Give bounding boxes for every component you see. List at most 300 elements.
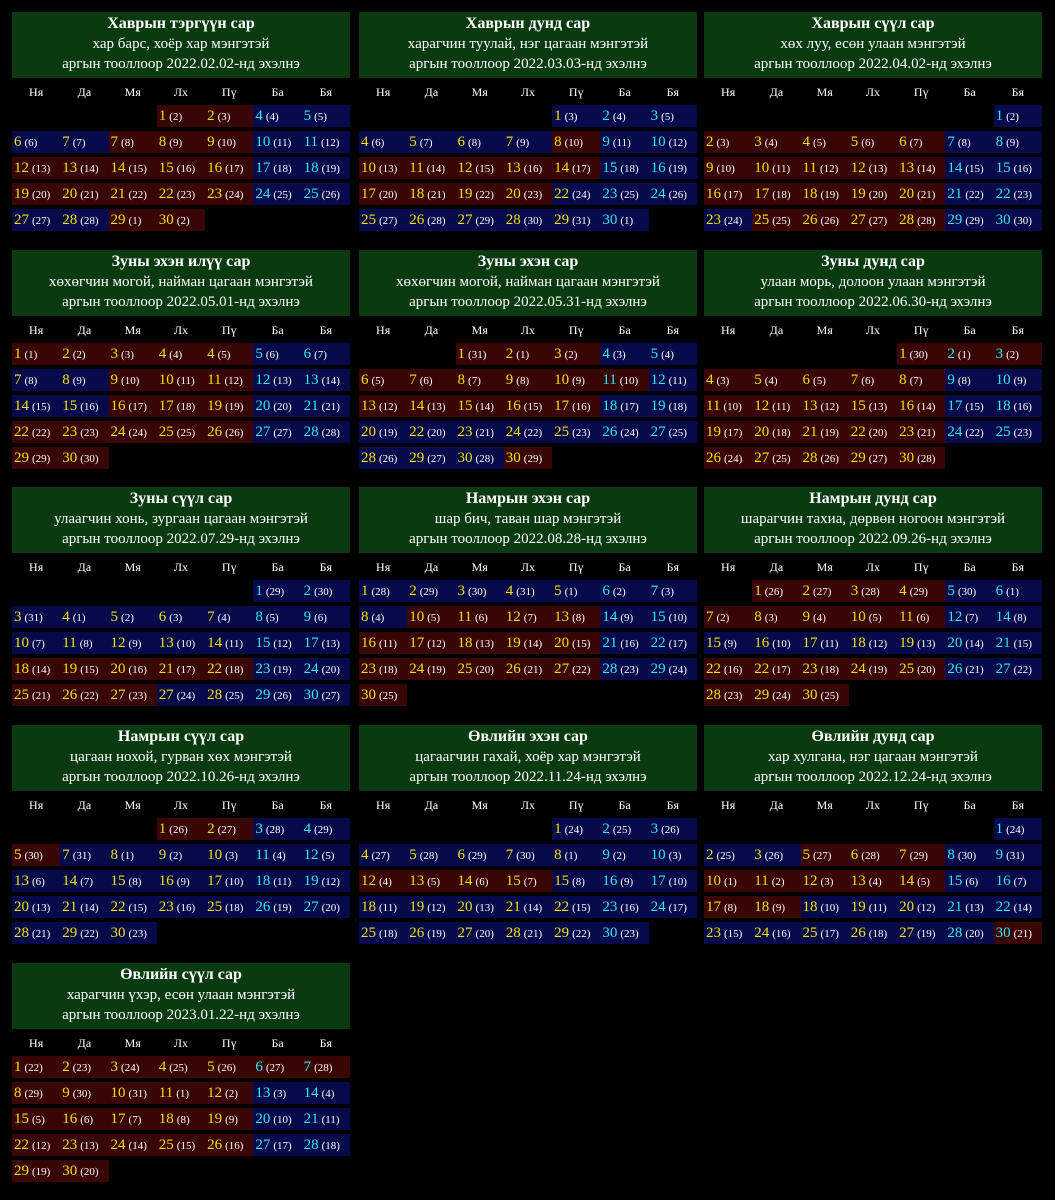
day-cell[interactable]: [504, 606, 552, 628]
day-cell[interactable]: [552, 844, 600, 866]
day-cell[interactable]: [359, 870, 407, 892]
day-cell[interactable]: [504, 209, 552, 231]
day-cell[interactable]: [205, 896, 253, 918]
day-cell[interactable]: [456, 870, 504, 892]
day-cell[interactable]: [994, 209, 1042, 231]
day-cell[interactable]: [994, 369, 1042, 391]
day-cell[interactable]: [897, 844, 945, 866]
day-cell[interactable]: [504, 844, 552, 866]
day-cell[interactable]: [205, 606, 253, 628]
day-cell[interactable]: [552, 157, 600, 179]
day-cell[interactable]: [253, 343, 301, 365]
day-cell[interactable]: [945, 209, 993, 231]
day-cell[interactable]: [897, 632, 945, 654]
day-cell[interactable]: [849, 395, 897, 417]
day-cell[interactable]: [456, 447, 504, 469]
day-cell[interactable]: [801, 131, 849, 153]
day-cell[interactable]: [945, 395, 993, 417]
day-cell[interactable]: [359, 395, 407, 417]
day-cell[interactable]: [752, 658, 800, 680]
day-cell[interactable]: [704, 658, 752, 680]
day-cell[interactable]: [407, 870, 455, 892]
day-cell[interactable]: [109, 1108, 157, 1130]
day-cell[interactable]: [302, 395, 350, 417]
day-cell[interactable]: [12, 343, 60, 365]
day-cell[interactable]: [407, 131, 455, 153]
day-cell[interactable]: [649, 632, 697, 654]
day-cell[interactable]: [253, 421, 301, 443]
day-cell[interactable]: [649, 818, 697, 840]
day-cell[interactable]: [359, 658, 407, 680]
day-cell[interactable]: [600, 209, 648, 231]
day-cell[interactable]: [600, 395, 648, 417]
day-cell[interactable]: [704, 157, 752, 179]
day-cell[interactable]: [60, 844, 108, 866]
day-cell[interactable]: [60, 632, 108, 654]
day-cell[interactable]: [752, 844, 800, 866]
day-cell[interactable]: [253, 818, 301, 840]
day-cell[interactable]: [704, 421, 752, 443]
day-cell[interactable]: [649, 131, 697, 153]
day-cell[interactable]: [649, 870, 697, 892]
day-cell[interactable]: [60, 157, 108, 179]
day-cell[interactable]: [60, 896, 108, 918]
day-cell[interactable]: [994, 395, 1042, 417]
day-cell[interactable]: [897, 157, 945, 179]
day-cell[interactable]: [359, 421, 407, 443]
day-cell[interactable]: [60, 1056, 108, 1078]
day-cell[interactable]: [109, 395, 157, 417]
day-cell[interactable]: [994, 844, 1042, 866]
day-cell[interactable]: [849, 157, 897, 179]
day-cell[interactable]: [504, 157, 552, 179]
day-cell[interactable]: [456, 632, 504, 654]
day-cell[interactable]: [552, 896, 600, 918]
day-cell[interactable]: [552, 395, 600, 417]
day-cell[interactable]: [945, 658, 993, 680]
day-cell[interactable]: [253, 1108, 301, 1130]
day-cell[interactable]: [407, 632, 455, 654]
day-cell[interactable]: [157, 632, 205, 654]
day-cell[interactable]: [994, 922, 1042, 944]
day-cell[interactable]: [600, 131, 648, 153]
day-cell[interactable]: [157, 157, 205, 179]
day-cell[interactable]: [205, 818, 253, 840]
day-cell[interactable]: [456, 209, 504, 231]
day-cell[interactable]: [60, 447, 108, 469]
day-cell[interactable]: [253, 844, 301, 866]
day-cell[interactable]: [157, 369, 205, 391]
day-cell[interactable]: [704, 844, 752, 866]
day-cell[interactable]: [407, 421, 455, 443]
day-cell[interactable]: [109, 369, 157, 391]
day-cell[interactable]: [752, 896, 800, 918]
day-cell[interactable]: [994, 183, 1042, 205]
day-cell[interactable]: [552, 922, 600, 944]
day-cell[interactable]: [205, 1056, 253, 1078]
day-cell[interactable]: [302, 632, 350, 654]
day-cell[interactable]: [253, 870, 301, 892]
day-cell[interactable]: [649, 183, 697, 205]
day-cell[interactable]: [504, 395, 552, 417]
day-cell[interactable]: [109, 209, 157, 231]
day-cell[interactable]: [994, 632, 1042, 654]
day-cell[interactable]: [600, 922, 648, 944]
day-cell[interactable]: [752, 369, 800, 391]
day-cell[interactable]: [994, 343, 1042, 365]
day-cell[interactable]: [205, 369, 253, 391]
day-cell[interactable]: [649, 896, 697, 918]
day-cell[interactable]: [205, 183, 253, 205]
day-cell[interactable]: [407, 580, 455, 602]
day-cell[interactable]: [600, 105, 648, 127]
day-cell[interactable]: [801, 421, 849, 443]
day-cell[interactable]: [456, 131, 504, 153]
day-cell[interactable]: [994, 105, 1042, 127]
day-cell[interactable]: [801, 844, 849, 866]
day-cell[interactable]: [253, 896, 301, 918]
day-cell[interactable]: [253, 658, 301, 680]
day-cell[interactable]: [60, 606, 108, 628]
day-cell[interactable]: [109, 157, 157, 179]
day-cell[interactable]: [801, 632, 849, 654]
day-cell[interactable]: [359, 922, 407, 944]
day-cell[interactable]: [253, 606, 301, 628]
day-cell[interactable]: [649, 606, 697, 628]
day-cell[interactable]: [157, 131, 205, 153]
day-cell[interactable]: [205, 844, 253, 866]
day-cell[interactable]: [302, 580, 350, 602]
day-cell[interactable]: [359, 632, 407, 654]
day-cell[interactable]: [649, 395, 697, 417]
day-cell[interactable]: [12, 183, 60, 205]
day-cell[interactable]: [945, 421, 993, 443]
day-cell[interactable]: [60, 658, 108, 680]
day-cell[interactable]: [302, 1056, 350, 1078]
day-cell[interactable]: [552, 105, 600, 127]
day-cell[interactable]: [552, 818, 600, 840]
day-cell[interactable]: [945, 183, 993, 205]
day-cell[interactable]: [12, 1160, 60, 1182]
day-cell[interactable]: [504, 447, 552, 469]
day-cell[interactable]: [12, 684, 60, 706]
day-cell[interactable]: [302, 844, 350, 866]
day-cell[interactable]: [109, 658, 157, 680]
day-cell[interactable]: [12, 870, 60, 892]
day-cell[interactable]: [12, 157, 60, 179]
day-cell[interactable]: [649, 157, 697, 179]
day-cell[interactable]: [945, 632, 993, 654]
day-cell[interactable]: [801, 658, 849, 680]
day-cell[interactable]: [253, 1134, 301, 1156]
day-cell[interactable]: [205, 870, 253, 892]
day-cell[interactable]: [994, 131, 1042, 153]
day-cell[interactable]: [109, 606, 157, 628]
day-cell[interactable]: [302, 105, 350, 127]
day-cell[interactable]: [456, 922, 504, 944]
day-cell[interactable]: [849, 844, 897, 866]
day-cell[interactable]: [407, 183, 455, 205]
day-cell[interactable]: [109, 684, 157, 706]
day-cell[interactable]: [60, 1134, 108, 1156]
day-cell[interactable]: [752, 395, 800, 417]
day-cell[interactable]: [897, 447, 945, 469]
day-cell[interactable]: [504, 658, 552, 680]
day-cell[interactable]: [704, 632, 752, 654]
day-cell[interactable]: [801, 896, 849, 918]
day-cell[interactable]: [945, 606, 993, 628]
day-cell[interactable]: [253, 183, 301, 205]
day-cell[interactable]: [407, 369, 455, 391]
day-cell[interactable]: [359, 684, 407, 706]
day-cell[interactable]: [504, 131, 552, 153]
day-cell[interactable]: [994, 606, 1042, 628]
day-cell[interactable]: [456, 369, 504, 391]
day-cell[interactable]: [849, 658, 897, 680]
day-cell[interactable]: [994, 157, 1042, 179]
day-cell[interactable]: [801, 580, 849, 602]
day-cell[interactable]: [897, 209, 945, 231]
day-cell[interactable]: [752, 131, 800, 153]
day-cell[interactable]: [552, 870, 600, 892]
day-cell[interactable]: [649, 343, 697, 365]
day-cell[interactable]: [752, 580, 800, 602]
day-cell[interactable]: [12, 447, 60, 469]
day-cell[interactable]: [60, 870, 108, 892]
day-cell[interactable]: [407, 395, 455, 417]
day-cell[interactable]: [600, 343, 648, 365]
day-cell[interactable]: [302, 870, 350, 892]
day-cell[interactable]: [359, 369, 407, 391]
day-cell[interactable]: [302, 896, 350, 918]
day-cell[interactable]: [704, 131, 752, 153]
day-cell[interactable]: [359, 131, 407, 153]
day-cell[interactable]: [994, 870, 1042, 892]
day-cell[interactable]: [12, 922, 60, 944]
day-cell[interactable]: [752, 183, 800, 205]
day-cell[interactable]: [704, 209, 752, 231]
day-cell[interactable]: [205, 632, 253, 654]
day-cell[interactable]: [704, 684, 752, 706]
day-cell[interactable]: [60, 131, 108, 153]
day-cell[interactable]: [945, 369, 993, 391]
day-cell[interactable]: [600, 870, 648, 892]
day-cell[interactable]: [649, 844, 697, 866]
day-cell[interactable]: [60, 343, 108, 365]
day-cell[interactable]: [849, 183, 897, 205]
day-cell[interactable]: [504, 369, 552, 391]
day-cell[interactable]: [12, 658, 60, 680]
day-cell[interactable]: [109, 1056, 157, 1078]
day-cell[interactable]: [359, 896, 407, 918]
day-cell[interactable]: [302, 1082, 350, 1104]
day-cell[interactable]: [945, 580, 993, 602]
day-cell[interactable]: [504, 343, 552, 365]
day-cell[interactable]: [945, 844, 993, 866]
day-cell[interactable]: [504, 896, 552, 918]
day-cell[interactable]: [456, 606, 504, 628]
day-cell[interactable]: [12, 1134, 60, 1156]
day-cell[interactable]: [801, 870, 849, 892]
day-cell[interactable]: [600, 157, 648, 179]
day-cell[interactable]: [205, 1108, 253, 1130]
day-cell[interactable]: [407, 658, 455, 680]
day-cell[interactable]: [205, 105, 253, 127]
day-cell[interactable]: [60, 1108, 108, 1130]
day-cell[interactable]: [945, 870, 993, 892]
day-cell[interactable]: [205, 343, 253, 365]
day-cell[interactable]: [552, 369, 600, 391]
day-cell[interactable]: [552, 580, 600, 602]
day-cell[interactable]: [157, 684, 205, 706]
day-cell[interactable]: [801, 922, 849, 944]
day-cell[interactable]: [897, 896, 945, 918]
day-cell[interactable]: [849, 421, 897, 443]
day-cell[interactable]: [704, 183, 752, 205]
day-cell[interactable]: [600, 632, 648, 654]
day-cell[interactable]: [849, 870, 897, 892]
day-cell[interactable]: [157, 343, 205, 365]
day-cell[interactable]: [157, 606, 205, 628]
day-cell[interactable]: [12, 844, 60, 866]
day-cell[interactable]: [945, 157, 993, 179]
day-cell[interactable]: [205, 131, 253, 153]
day-cell[interactable]: [302, 131, 350, 153]
day-cell[interactable]: [897, 343, 945, 365]
day-cell[interactable]: [504, 922, 552, 944]
day-cell[interactable]: [504, 632, 552, 654]
day-cell[interactable]: [12, 606, 60, 628]
day-cell[interactable]: [253, 684, 301, 706]
day-cell[interactable]: [897, 395, 945, 417]
day-cell[interactable]: [253, 580, 301, 602]
day-cell[interactable]: [704, 606, 752, 628]
day-cell[interactable]: [849, 606, 897, 628]
day-cell[interactable]: [849, 369, 897, 391]
day-cell[interactable]: [897, 658, 945, 680]
day-cell[interactable]: [407, 447, 455, 469]
day-cell[interactable]: [407, 209, 455, 231]
day-cell[interactable]: [897, 369, 945, 391]
day-cell[interactable]: [600, 844, 648, 866]
day-cell[interactable]: [552, 658, 600, 680]
day-cell[interactable]: [109, 870, 157, 892]
day-cell[interactable]: [752, 684, 800, 706]
day-cell[interactable]: [897, 131, 945, 153]
day-cell[interactable]: [157, 105, 205, 127]
day-cell[interactable]: [253, 157, 301, 179]
day-cell[interactable]: [994, 896, 1042, 918]
day-cell[interactable]: [752, 922, 800, 944]
day-cell[interactable]: [253, 395, 301, 417]
day-cell[interactable]: [752, 870, 800, 892]
day-cell[interactable]: [109, 1134, 157, 1156]
day-cell[interactable]: [752, 209, 800, 231]
day-cell[interactable]: [849, 896, 897, 918]
day-cell[interactable]: [897, 421, 945, 443]
day-cell[interactable]: [849, 580, 897, 602]
day-cell[interactable]: [600, 896, 648, 918]
day-cell[interactable]: [456, 844, 504, 866]
day-cell[interactable]: [157, 896, 205, 918]
day-cell[interactable]: [359, 844, 407, 866]
day-cell[interactable]: [12, 632, 60, 654]
day-cell[interactable]: [205, 684, 253, 706]
day-cell[interactable]: [60, 421, 108, 443]
day-cell[interactable]: [897, 922, 945, 944]
day-cell[interactable]: [253, 105, 301, 127]
day-cell[interactable]: [456, 157, 504, 179]
day-cell[interactable]: [12, 421, 60, 443]
day-cell[interactable]: [253, 369, 301, 391]
day-cell[interactable]: [945, 922, 993, 944]
day-cell[interactable]: [12, 1082, 60, 1104]
day-cell[interactable]: [649, 369, 697, 391]
day-cell[interactable]: [109, 343, 157, 365]
day-cell[interactable]: [302, 421, 350, 443]
day-cell[interactable]: [801, 183, 849, 205]
day-cell[interactable]: [157, 1056, 205, 1078]
day-cell[interactable]: [205, 1134, 253, 1156]
day-cell[interactable]: [456, 658, 504, 680]
day-cell[interactable]: [600, 580, 648, 602]
day-cell[interactable]: [302, 684, 350, 706]
day-cell[interactable]: [752, 157, 800, 179]
day-cell[interactable]: [407, 606, 455, 628]
day-cell[interactable]: [109, 131, 157, 153]
day-cell[interactable]: [157, 844, 205, 866]
day-cell[interactable]: [504, 580, 552, 602]
day-cell[interactable]: [205, 157, 253, 179]
day-cell[interactable]: [752, 632, 800, 654]
day-cell[interactable]: [60, 922, 108, 944]
day-cell[interactable]: [552, 343, 600, 365]
day-cell[interactable]: [649, 421, 697, 443]
day-cell[interactable]: [157, 421, 205, 443]
day-cell[interactable]: [552, 421, 600, 443]
day-cell[interactable]: [456, 896, 504, 918]
day-cell[interactable]: [205, 421, 253, 443]
day-cell[interactable]: [60, 369, 108, 391]
day-cell[interactable]: [253, 632, 301, 654]
day-cell[interactable]: [504, 870, 552, 892]
day-cell[interactable]: [552, 632, 600, 654]
day-cell[interactable]: [60, 183, 108, 205]
day-cell[interactable]: [704, 395, 752, 417]
day-cell[interactable]: [109, 421, 157, 443]
day-cell[interactable]: [752, 421, 800, 443]
day-cell[interactable]: [456, 183, 504, 205]
day-cell[interactable]: [157, 209, 205, 231]
day-cell[interactable]: [649, 658, 697, 680]
day-cell[interactable]: [704, 922, 752, 944]
day-cell[interactable]: [704, 870, 752, 892]
day-cell[interactable]: [359, 606, 407, 628]
day-cell[interactable]: [752, 447, 800, 469]
day-cell[interactable]: [12, 369, 60, 391]
day-cell[interactable]: [801, 447, 849, 469]
day-cell[interactable]: [456, 421, 504, 443]
day-cell[interactable]: [407, 844, 455, 866]
day-cell[interactable]: [157, 183, 205, 205]
day-cell[interactable]: [359, 209, 407, 231]
day-cell[interactable]: [253, 1056, 301, 1078]
day-cell[interactable]: [109, 922, 157, 944]
day-cell[interactable]: [157, 395, 205, 417]
day-cell[interactable]: [12, 209, 60, 231]
day-cell[interactable]: [649, 580, 697, 602]
day-cell[interactable]: [157, 818, 205, 840]
